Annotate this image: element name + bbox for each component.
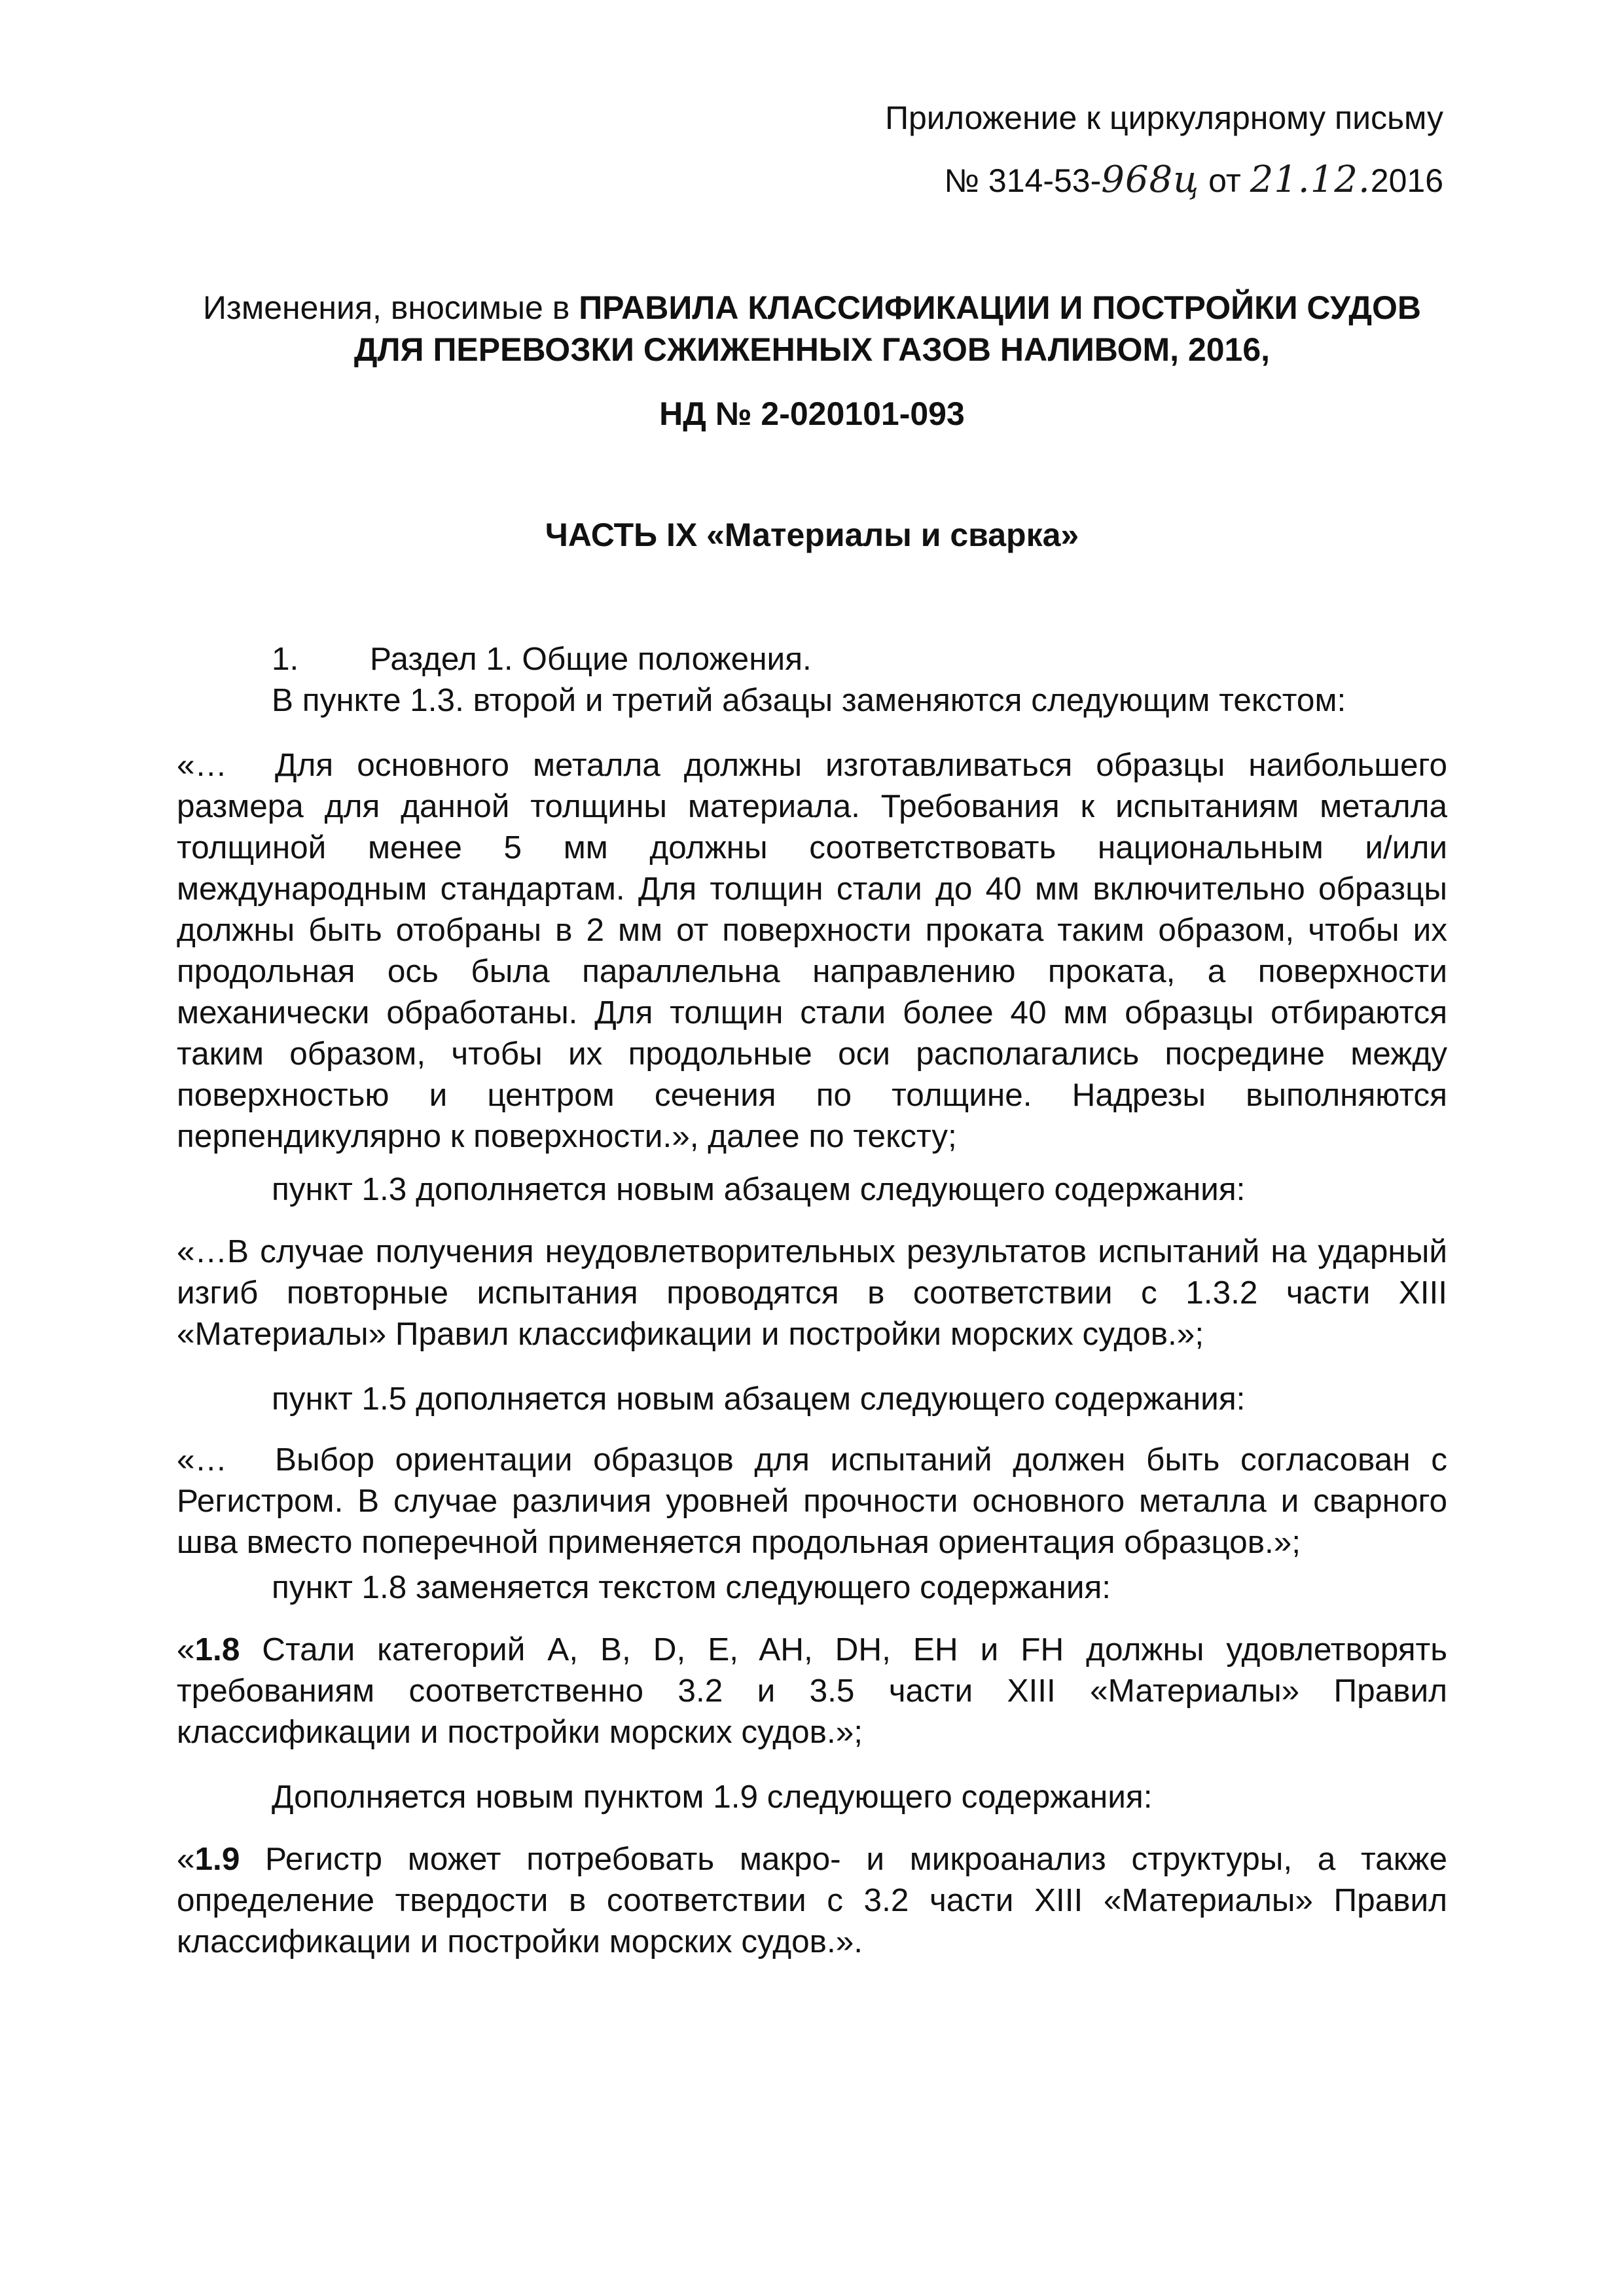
quote-1-8-open: « bbox=[177, 1631, 195, 1667]
part-heading: ЧАСТЬ IX «Материалы и сварка» bbox=[545, 517, 1079, 553]
note-1-8-replacement: пункт 1.8 заменяется текстом следующего содержания: bbox=[272, 1569, 1111, 1605]
section-heading bbox=[272, 638, 812, 680]
letter-number-prefix: № 314-53- bbox=[944, 162, 1102, 199]
document-title-line-2: ДЛЯ ПЕРЕВОЗКИ СЖИЖЕННЫХ ГАЗОВ НАЛИВОМ, 2016, bbox=[353, 331, 1271, 368]
title-regular-part: Изменения, вносимые в bbox=[202, 289, 579, 326]
section-title: Раздел 1. Общие положения. bbox=[370, 641, 812, 677]
quote-1-8-text: Стали категорий A, B, D, E, AH, DH, EH и FH должны удовлетворять требованиям соответственно 3.2 и 3.5 части XIII «Материалы» Правил классификации и постройки морских судов.»; bbox=[177, 1631, 1447, 1750]
quote-1-3-lead: «… bbox=[177, 747, 228, 783]
section-number: 1. bbox=[272, 641, 299, 677]
note-1-9-addition: Дополняется новым пунктом 1.9 следующего содержания: bbox=[272, 1779, 1153, 1815]
header-letter-number-line bbox=[944, 160, 1443, 200]
note-1-3-addition: пункт 1.3 дополняется новым абзацем следующего содержания: bbox=[272, 1171, 1246, 1207]
letter-date-separator: от bbox=[1199, 162, 1250, 199]
quote-paragraph-1-3-addition: «…В случае получения неудовлетворительных результатов испытаний на ударный изгиб повторные испытания проводятся в соответствии с 1.3.2 части XIII «Материалы» Правил классификации и постройки морских судов.»; bbox=[177, 1233, 1447, 1352]
handwritten-letter-number: 968ц bbox=[1101, 158, 1200, 201]
header-attachment-text: Приложение к циркулярному письму bbox=[885, 100, 1443, 136]
quote-paragraph-1-8 bbox=[177, 1629, 1447, 1753]
quote-1-9-open: « bbox=[177, 1841, 195, 1877]
section-intro: В пункте 1.3. второй и третий абзацы заменяются следующим текстом: bbox=[272, 682, 1346, 718]
quote-paragraph-1-5 bbox=[177, 1439, 1447, 1563]
quote-1-5-lead: «… bbox=[177, 1442, 228, 1478]
handwritten-letter-date: 21.12. bbox=[1250, 158, 1371, 201]
quote-1-9-text: Регистр может потребовать макро- и микроанализ структуры, а также определение твердости в соответствии с 3.2 части XIII «Материалы» Правил классификации и постройки морских судов.». bbox=[177, 1841, 1447, 1959]
title-bold-part-1: ПРАВИЛА КЛАССИФИКАЦИИ И ПОСТРОЙКИ СУДОВ bbox=[579, 289, 1422, 326]
letter-year: 2016 bbox=[1370, 162, 1443, 199]
quote-paragraph-1-9 bbox=[177, 1838, 1447, 1962]
note-1-5-addition: пункт 1.5 дополняется новым абзацем следующего содержания: bbox=[272, 1381, 1246, 1417]
document-nd-number: НД № 2-020101-093 bbox=[659, 395, 965, 432]
document-title-line-1 bbox=[177, 287, 1447, 329]
quote-1-3-text: Для основного металла должны изготавливаться образцы наибольшего размера для данной толщины материала. Требования к испытаниям металла толщиной менее 5 мм должны соответствовать национальным и/или международным стандартам. Для толщин стали до 40 мм включительно образцы должны быть отобраны в 2 мм от поверхности проката таким образом, чтобы их продольная ось была параллельна направлению проката, а поверхности механически обработаны. Для толщин стали более 40 мм образцы отбираются таким образом, чтобы их продольные оси располагались посредине между поверхностью и центром сечения по толщине. Надрезы выполняются перпендикулярно к поверхности.», далее по тексту; bbox=[177, 747, 1447, 1154]
quote-1-9-number: 1.9 bbox=[194, 1841, 240, 1877]
header-attachment-line bbox=[885, 98, 1443, 137]
quote-1-5-text: Выбор ориентации образцов для испытаний должен быть согласован с Регистром. В случае различия уровней прочности основного металла и сварного шва вместо поперечной применяется продольная ориентация образцов.»; bbox=[177, 1442, 1447, 1560]
quote-paragraph-1-3 bbox=[177, 744, 1447, 1157]
quote-1-8-number: 1.8 bbox=[194, 1631, 240, 1667]
